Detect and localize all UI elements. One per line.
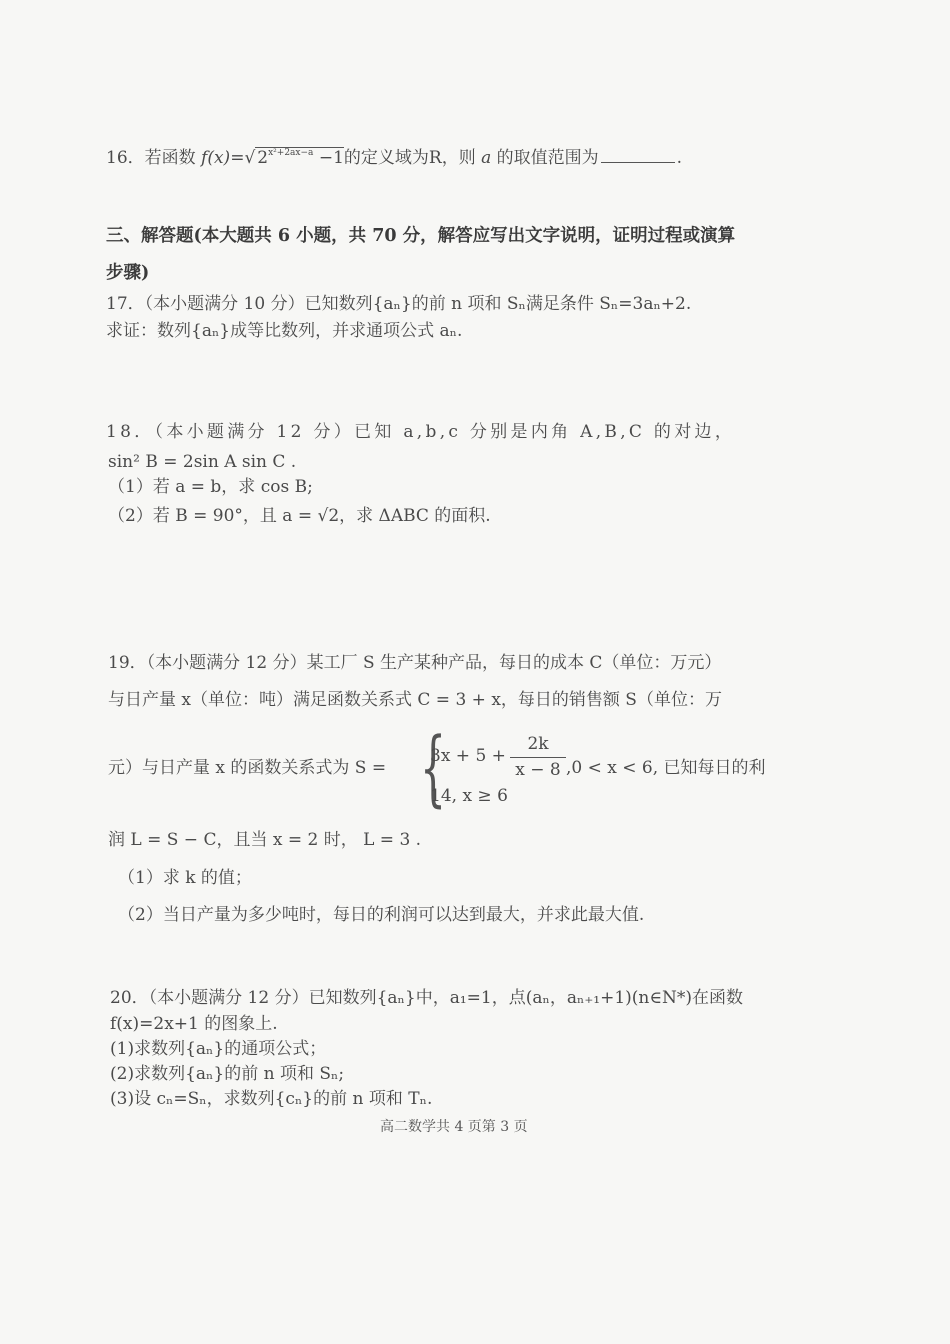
q19-frac-bar	[510, 757, 566, 758]
question-18-line2: sin² B = 2sin A sin C .	[108, 452, 297, 472]
question-17-line1: 17．（本小题满分 10 分）已知数列{aₙ}的前 n 项和 Sₙ满足条件 Sₙ=3aₙ+2.	[106, 294, 692, 314]
question-20-line2: f(x)=2x+1 的图象上.	[110, 1014, 278, 1034]
q16-answer-blank	[601, 148, 675, 163]
question-19-line4: 润 L = S − C，且当 x = 2 时， L = 3 .	[108, 830, 422, 850]
question-20-line1: 20．（本小题满分 12 分）已知数列{aₙ}中，a₁=1，点(aₙ，aₙ₊₁+1)(n∈N*)在函数	[110, 988, 743, 1008]
q16-lead: 16．若函数	[106, 148, 196, 168]
question-20-line3: (1)求数列{aₙ}的通项公式；	[110, 1039, 327, 1059]
question-16	[106, 148, 682, 167]
q19-piecewise-brace: {	[420, 721, 447, 816]
q19-case1-tail: ,0 < x < 6, 已知每日的利	[566, 758, 766, 778]
section-3-heading-line1: 三、解答题(本大题共 6 小题，共 70 分，解答应写出文字说明，证明过程或演算	[106, 226, 736, 246]
q16-end: .	[676, 148, 683, 168]
question-18-line4: （2）若 B = 90°，且 a = √2，求 ΔABC 的面积.	[108, 506, 491, 526]
question-18-line3: （1）若 a = b，求 cos B;	[108, 477, 313, 497]
section-3-heading-line2: 步骤)	[106, 263, 150, 283]
question-18-line1: 18．（本小题满分 12 分）已知 a,b,c 分别是内角 A,B,C 的对边，	[106, 422, 736, 442]
question-17-line2: 求证：数列{aₙ}成等比数列，并求通项公式 aₙ.	[106, 321, 463, 341]
q19-frac-denominator: x − 8	[515, 760, 561, 780]
q16-sqrt-base: 2	[257, 148, 269, 168]
q19-case1: 3x + 5 +	[430, 746, 506, 766]
q16-func: f(x)=	[201, 148, 245, 168]
question-19-line3-prefix: 元）与日产量 x 的函数关系式为 S =	[108, 758, 387, 778]
question-19-line6: （2）当日产量为多少吨时，每日的利润可以达到最大，并求此最大值.	[118, 905, 645, 925]
q19-case2: 14, x ≥ 6	[430, 786, 508, 806]
q16-var: a	[481, 148, 492, 168]
q16-sqrt-tail: −1	[313, 148, 344, 168]
q16-sqrt-exp: x²+2ax−a	[268, 148, 314, 158]
question-20-line5: (3)设 cₙ=Sₙ，求数列{cₙ}的前 n 项和 Tₙ.	[110, 1089, 433, 1109]
q16-tail2: 的取值范围为	[496, 148, 599, 168]
question-19-line2: 与日产量 x（单位：吨）满足函数关系式 C = 3 + x，每日的销售额 S（单位：万	[108, 690, 722, 710]
question-19-line1: 19．（本小题满分 12 分）某工厂 S 生产某种产品，每日的成本 C（单位：万元）	[108, 653, 722, 673]
question-19-line5: （1）求 k 的值；	[118, 868, 252, 888]
page-footer: 高二数学共 4 页第 3 页	[380, 1119, 528, 1135]
q16-sqrt: √ $2^{x^2+2ax-a} -1$	[244, 148, 344, 168]
q19-frac-numerator: 2k	[527, 734, 549, 754]
q16-tail: 的定义域为R，则	[343, 148, 476, 168]
question-20-line4: (2)求数列{aₙ}的前 n 项和 Sₙ;	[110, 1064, 345, 1084]
